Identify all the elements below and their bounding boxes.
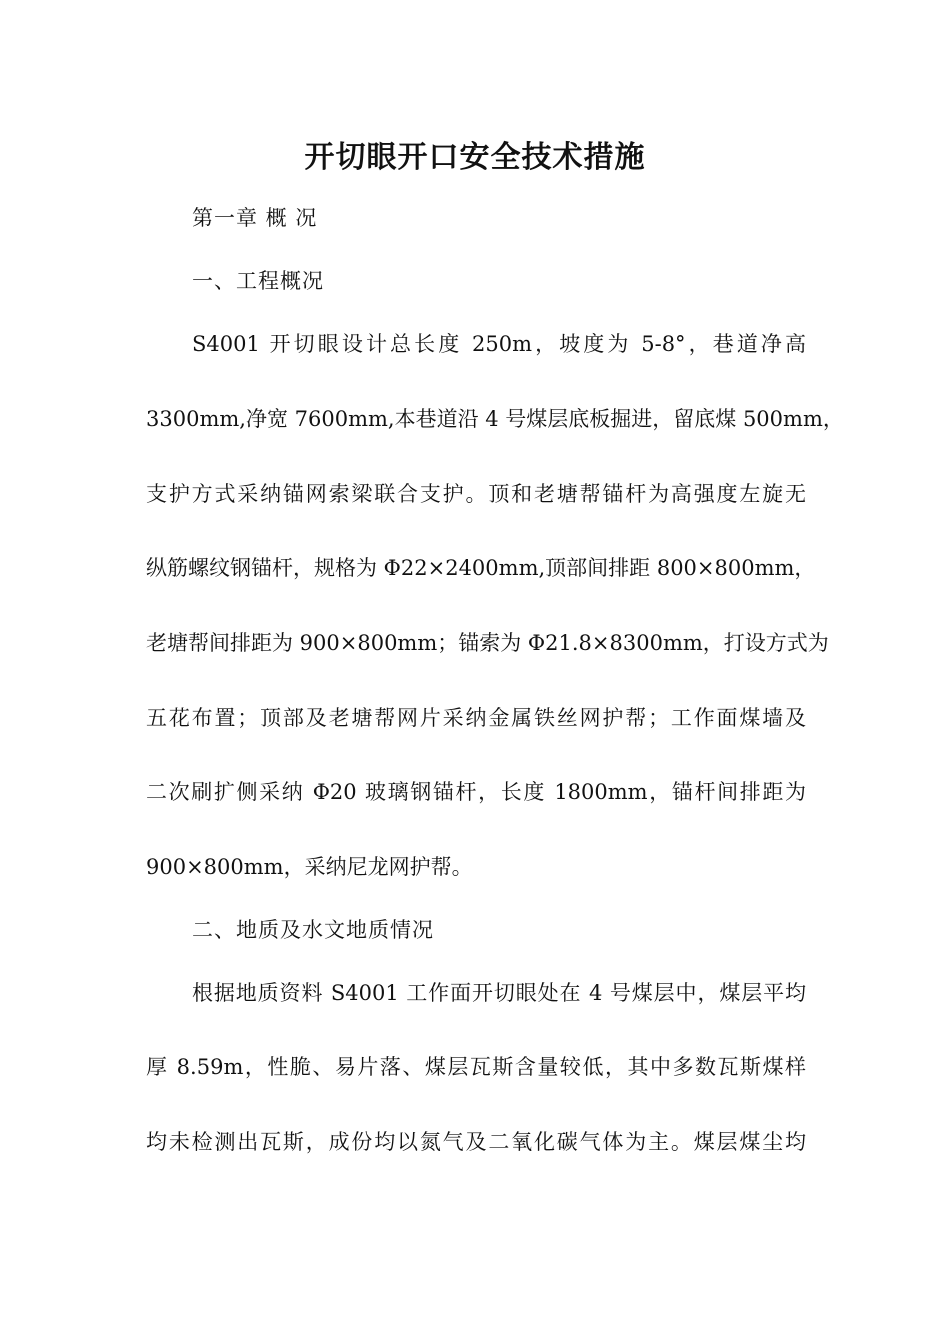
paragraph-line: 五花布置；顶部及老塘帮网片采纳金属铁丝网护帮；工作面煤墙及 [146,706,806,730]
paragraph-line: 900×800mm，采纳尼龙网护帮。 [146,855,473,879]
paragraph-line: 支护方式采纳锚网索梁联合支护。顶和老塘帮锚杆为高强度左旋无 [146,482,806,506]
paragraph-line: 3300mm,净宽 7600mm,本巷道沿 4 号煤层底板掘进，留底煤 500mm， [146,407,844,431]
paragraph-line: 二次刷扩侧采纳 Φ20 玻璃钢锚杆，长度 1800mm，锚杆间排距为 [146,780,806,804]
paragraph-line: 均未检测出瓦斯，成份均以氮气及二氧化碳气体为主。煤层煤尘均 [146,1130,806,1154]
paragraph-line: 根据地质资料 S4001 工作面开切眼处在 4 号煤层中，煤层平均 [192,981,806,1005]
section-heading-project-overview: 一、工程概况 [192,269,324,293]
paragraph-line: 老塘帮间排距为 900×800mm；锚索为 Φ21.8×8300mm，打设方式为 [146,631,829,655]
paragraph-line: 厚 8.59m，性脆、易片落、煤层瓦斯含量较低，其中多数瓦斯煤样 [146,1055,806,1079]
chapter-heading: 第一章 概 况 [192,206,318,230]
document-title: 开切眼开口安全技术措施 [304,140,646,175]
paragraph-line: S4001 开切眼设计总长度 250m，坡度为 5-8°，巷道净高 [192,332,806,356]
paragraph-line: 纵筋螺纹钢锚杆，规格为 Φ22×2400mm,顶部间排距 800×800mm， [146,556,816,580]
section-heading-geology-hydrology: 二、地质及水文地质情况 [192,918,434,942]
